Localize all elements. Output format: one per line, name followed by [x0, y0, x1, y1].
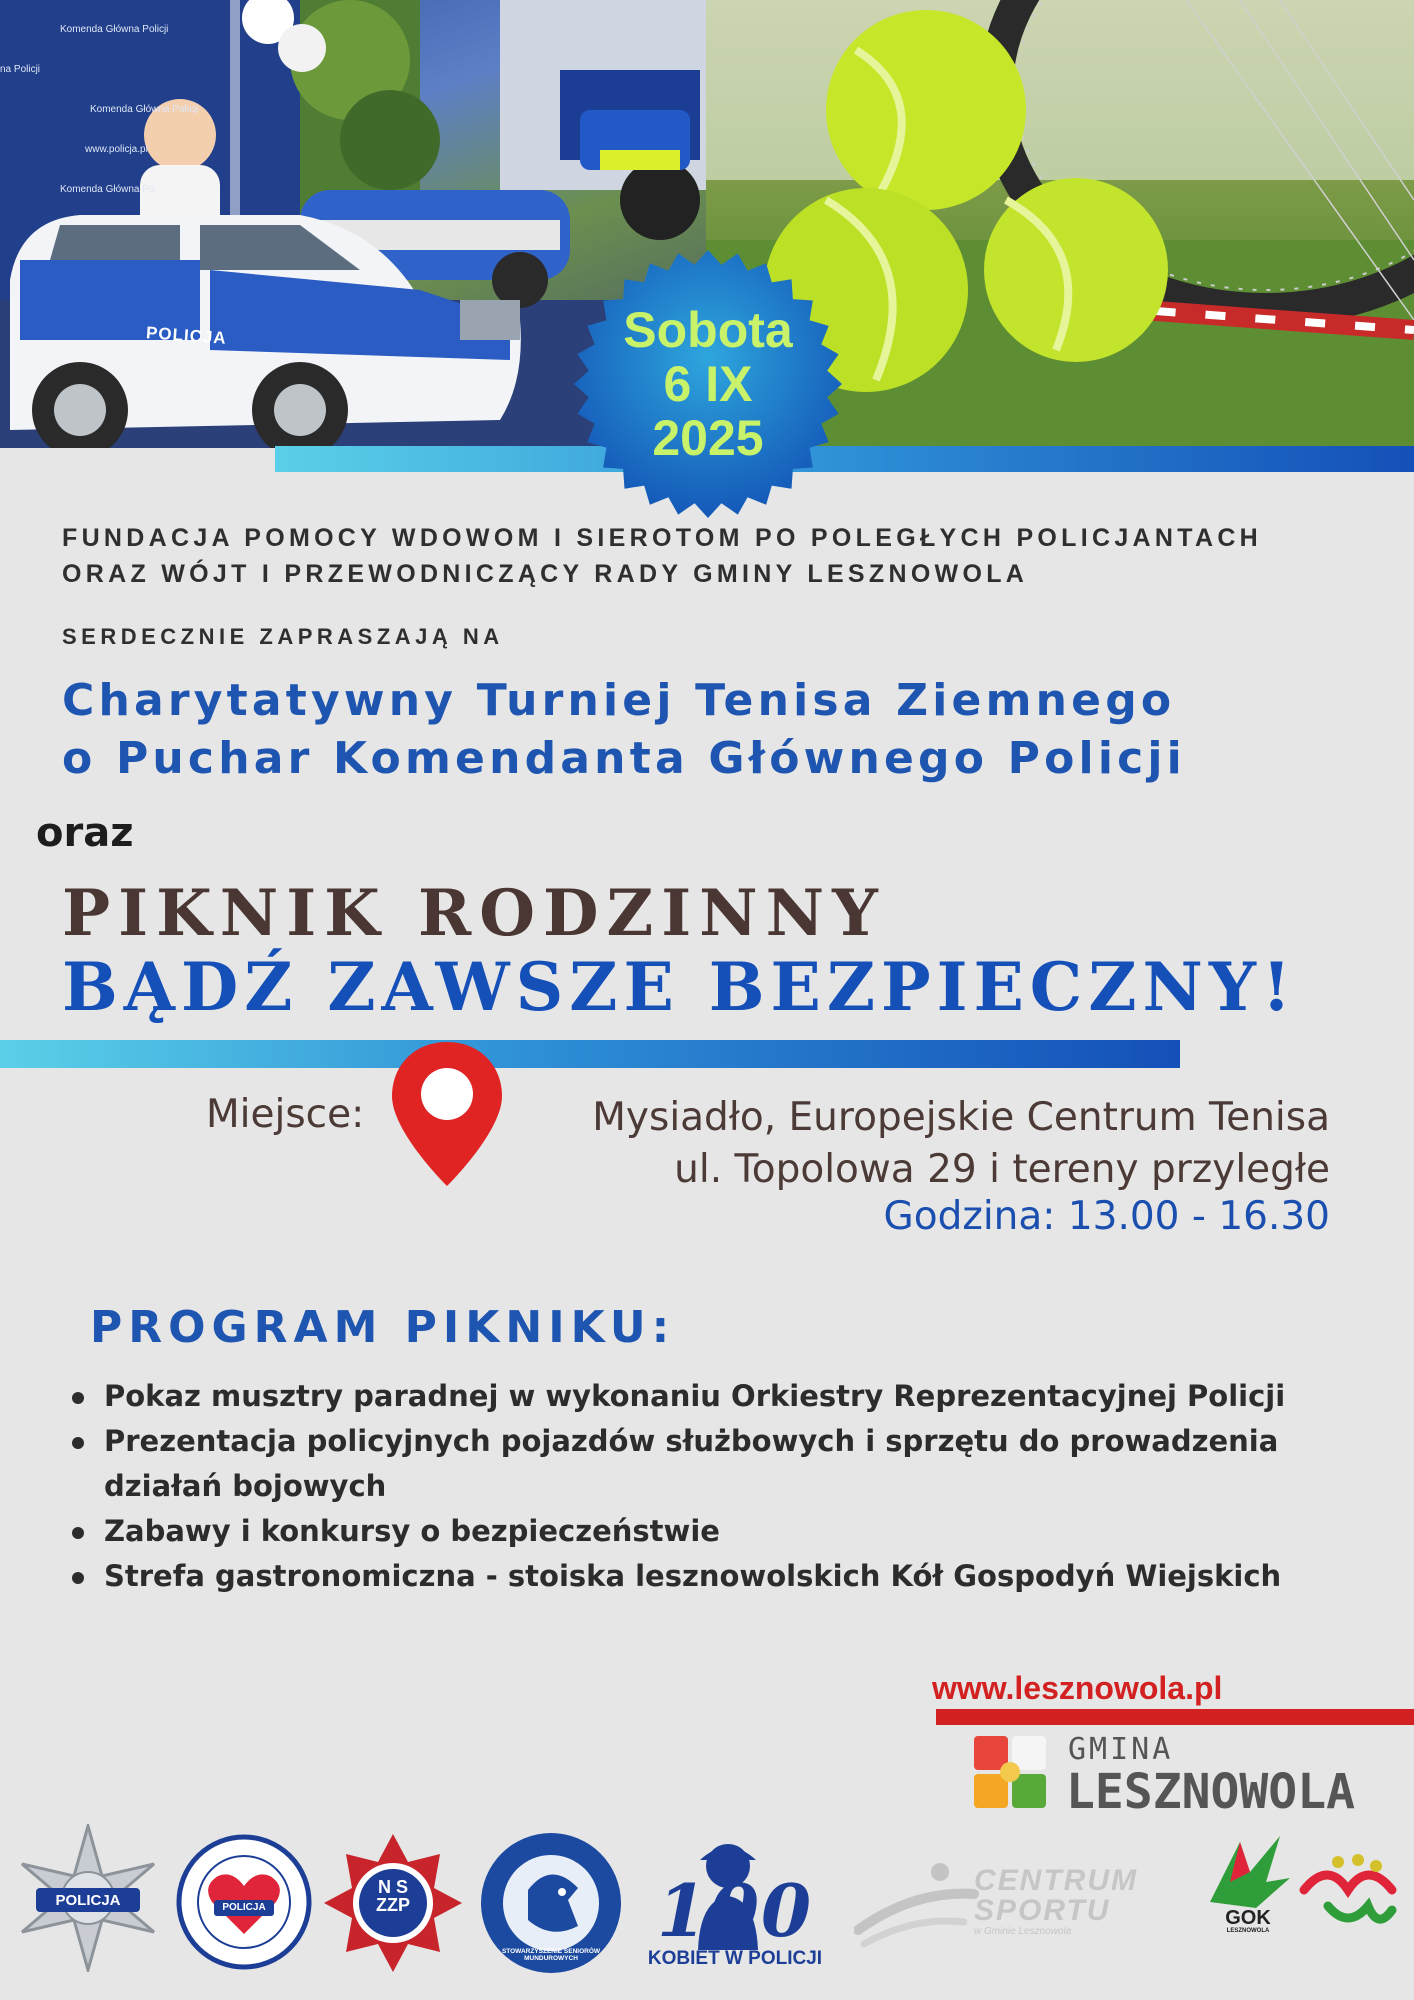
women-in-police-logo: [640, 1830, 830, 1976]
centrum-text: CENTRUM SPORTU w Gminie Lesznowola: [974, 1864, 1138, 1937]
car-label: POLICJA: [145, 323, 228, 348]
list-item: Prezentacja policyjnych pojazdów służbowych i sprzętu do prowadzenia działań bojowych: [72, 1419, 1402, 1509]
gmina-big-text: LESZNOWOLA: [1066, 1764, 1355, 1820]
nszzp-text: N S ZZP: [376, 1877, 410, 1915]
tournament-line-1: Charytatywny Turniej Tenisa Ziemnego: [62, 675, 1176, 726]
website-underline: [936, 1709, 1414, 1725]
venue-address: ul. Topolowa 29 i tereny przyległe: [674, 1147, 1330, 1192]
picnic-title: PIKNIK RODZINNY: [62, 876, 886, 951]
policja-star-text: POLICJA: [55, 1892, 121, 1909]
banner-text: Komenda Główna Policji na Policji Komenda Główna Policji www.policja.pl Komenda Główna Po: [0, 24, 199, 195]
list-item: Strefa gastronomiczna - stoiska lesznowolskich Kół Gospodyń Wiejskich: [72, 1554, 1402, 1599]
gok-text: GOK LESZNOWOLA: [1225, 1907, 1271, 1934]
gmina-lesznowola-logo: [972, 1732, 1392, 1820]
date-date: 6 IX: [663, 356, 753, 412]
program-title: PROGRAM PIKNIKU:: [90, 1302, 676, 1353]
hero-stripe: [275, 446, 1414, 472]
organizer-line-1: FUNDACJA POMOCY WDOWOM I SIEROTOM PO POLEGŁYCH POLICJANTACH: [62, 524, 1263, 552]
kgw-heart-icon: [1298, 1850, 1398, 1940]
program-list: [72, 1374, 1402, 1599]
divider-stripe: [0, 1040, 1180, 1068]
venue: [592, 1092, 1330, 1196]
gmina-small-text: GMINA: [1068, 1732, 1174, 1767]
organizer-line-2: ORAZ WÓJT I PRZEWODNICZĄCY RADY GMINY LESZNOWOLA: [62, 560, 1029, 588]
tournament-title: [62, 672, 1402, 788]
women-number: 100: [656, 1868, 814, 1953]
picnic-slogan: BĄDŹ ZAWSZE BEZPIECZNY!: [62, 948, 1297, 1026]
conjunction: oraz: [36, 810, 134, 856]
location-pin-icon: [388, 1038, 506, 1190]
seniors-association-logo: [478, 1830, 624, 1976]
date-year: 2025: [652, 410, 764, 466]
date-day: Sobota: [623, 302, 793, 358]
date-text: [623, 303, 792, 465]
date-badge: [572, 248, 844, 520]
venue-name: Mysiadło, Europejskie Centrum Tenisa: [592, 1095, 1330, 1140]
website-link[interactable]: www.lesznowola.pl: [932, 1670, 1223, 1706]
organizers: [62, 520, 1392, 592]
event-hours: Godzina: 13.00 - 16.30: [883, 1194, 1330, 1239]
policja-star-logo: [14, 1824, 162, 1972]
runner-icon: [854, 1860, 984, 1950]
centrum-sportu-logo: [854, 1860, 1184, 1960]
kgw-logo: [1298, 1850, 1398, 1940]
location-label: Miejsce:: [206, 1092, 365, 1137]
gok-bird-icon: [1200, 1832, 1296, 1912]
seniors-text: STOWARZYSZENIE SENIORÓW MUNDUROWYCH: [501, 1948, 601, 1962]
gok-logo: [1200, 1832, 1296, 1944]
fundacja-center-text: POLICJA: [222, 1902, 266, 1913]
list-item: Zabawy i konkursy o bezpieczeństwie: [72, 1509, 1402, 1554]
invitation: SERDECZNIE ZAPRASZAJĄ NA: [62, 624, 504, 649]
tournament-line-2: o Puchar Komendanta Głównego Policji: [62, 733, 1186, 784]
nszzp-logo: [322, 1832, 464, 1974]
fundacja-logo: [176, 1834, 312, 1970]
gmina-mark-icon: [972, 1734, 1048, 1810]
women-text: KOBIET W POLICJI: [647, 1948, 823, 1969]
list-item: Pokaz musztry paradnej w wykonaniu Orkiestry Reprezentacyjnej Policji: [72, 1374, 1402, 1419]
